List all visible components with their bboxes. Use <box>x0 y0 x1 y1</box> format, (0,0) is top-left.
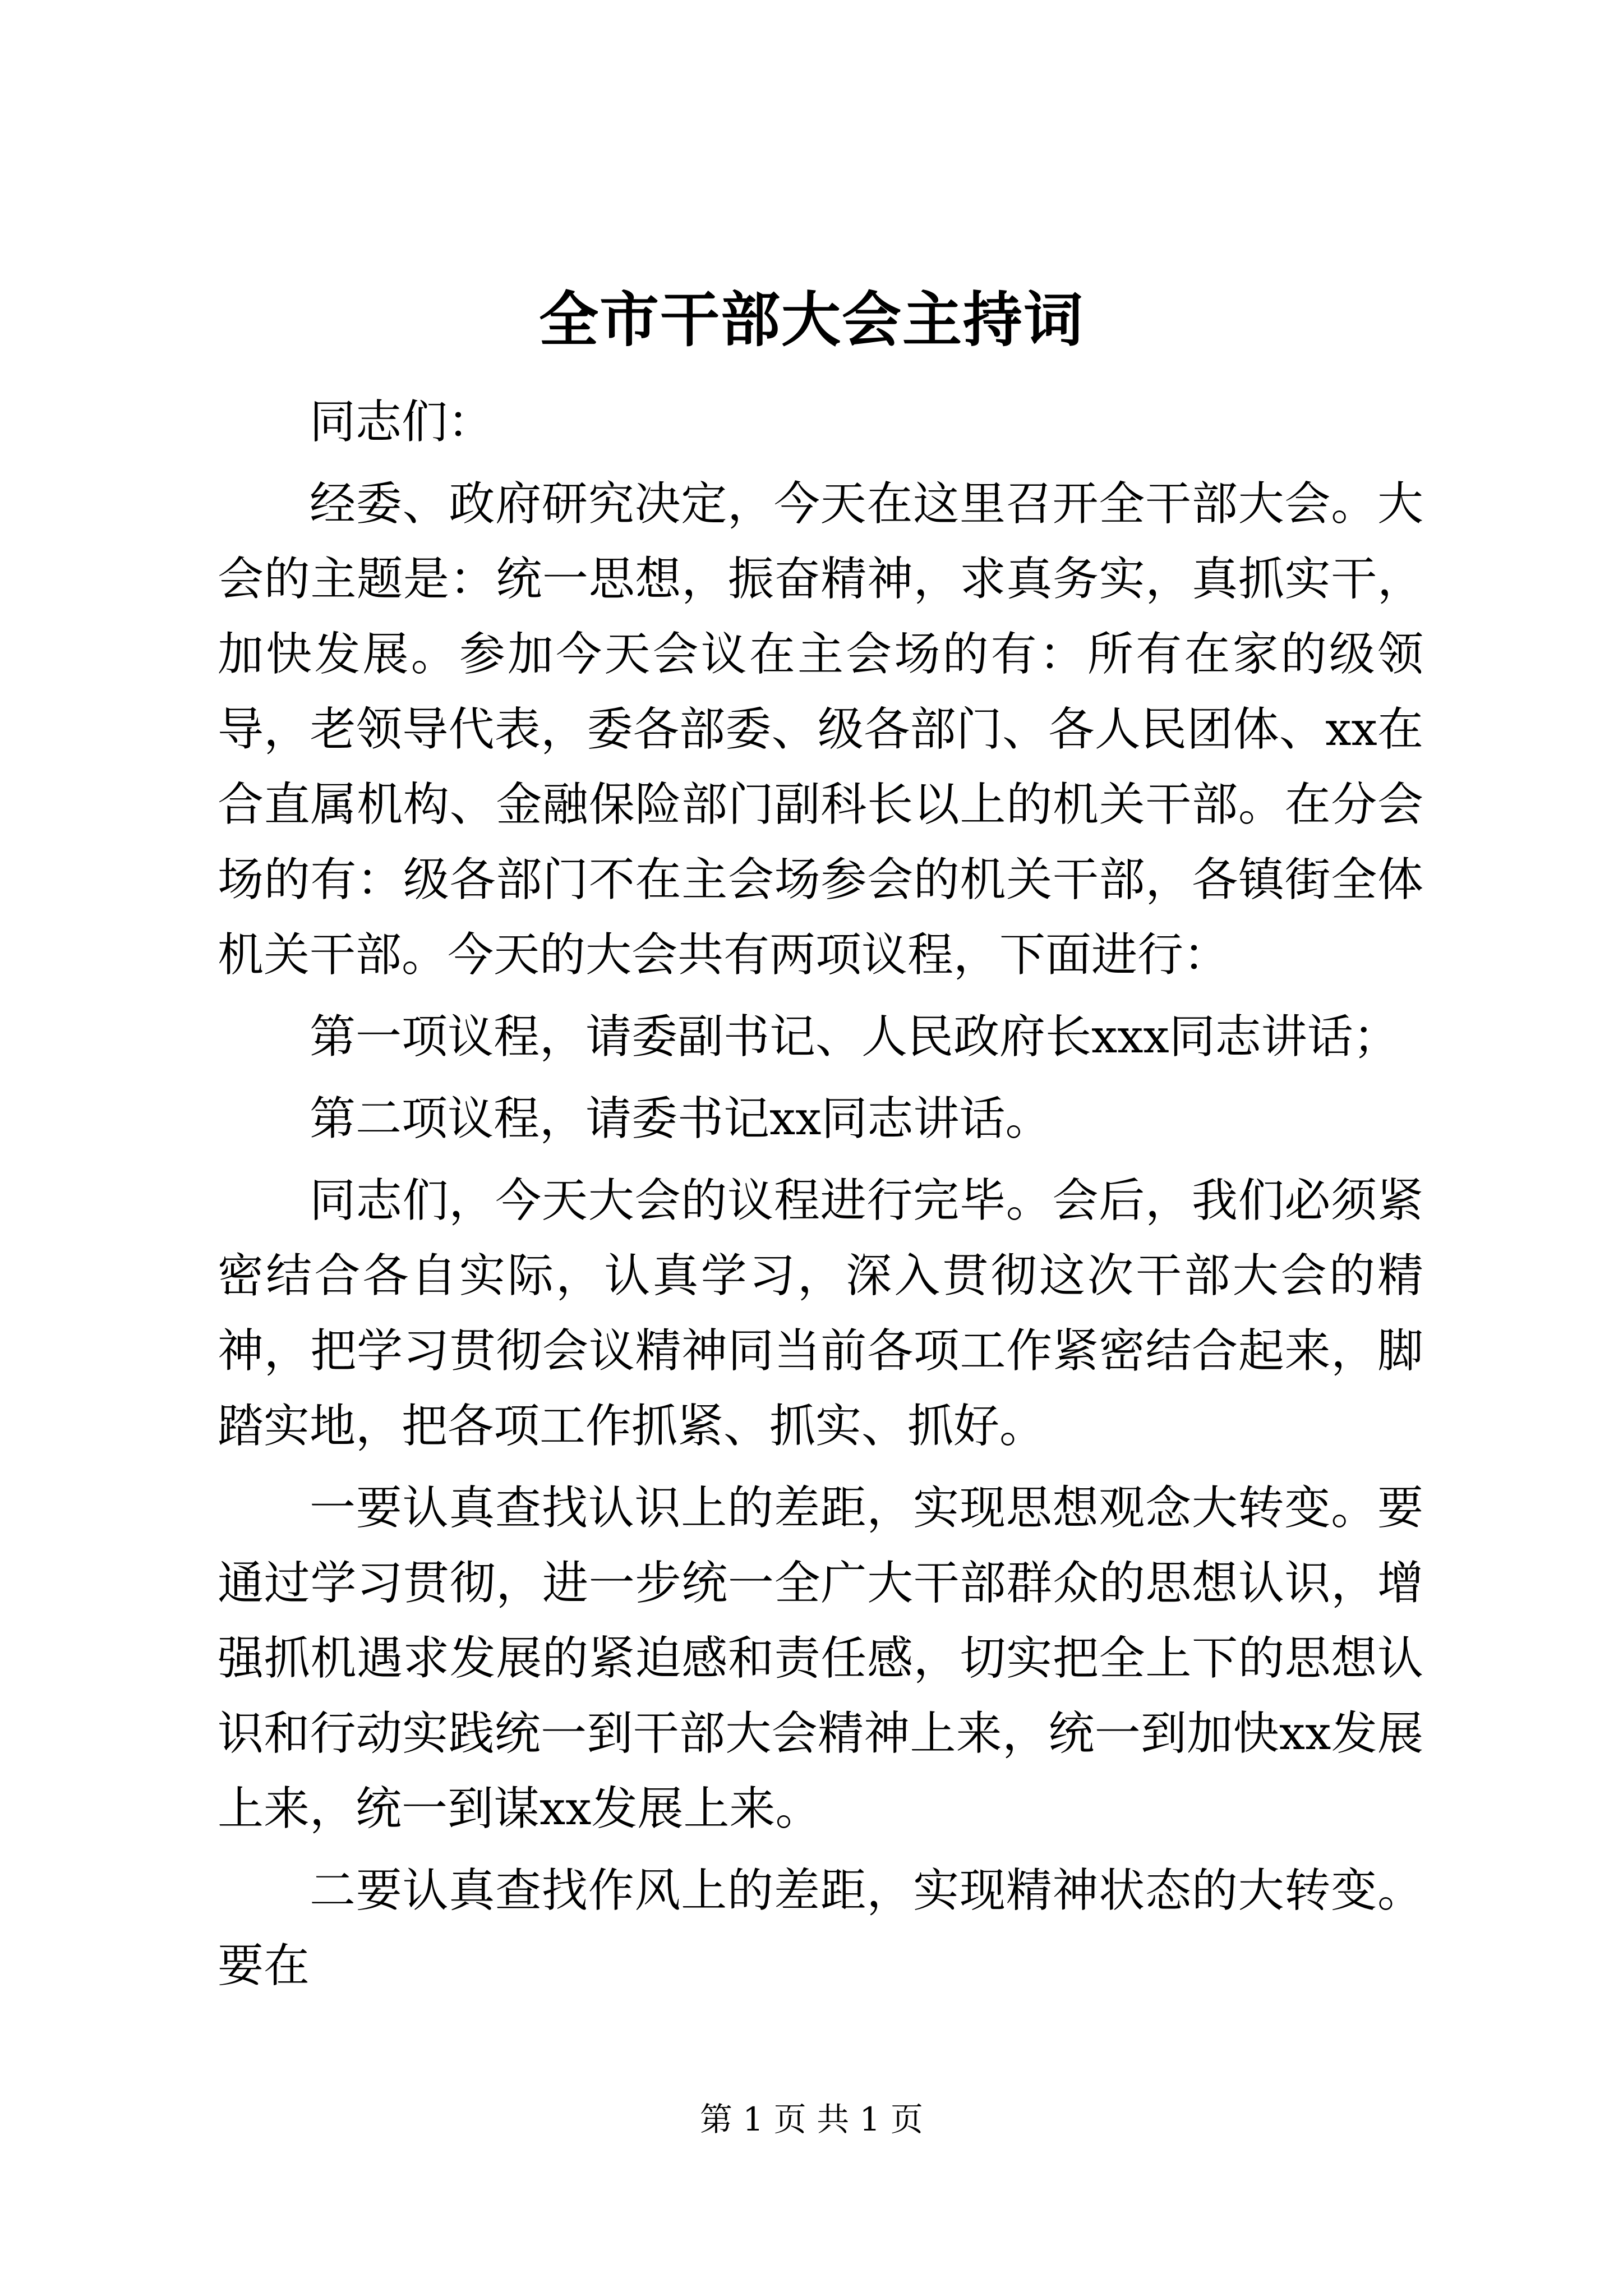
page-number-footer: 第 1 页 共 1 页 <box>700 2100 923 2138</box>
paragraph-agenda-item-2: 第二项议程，请委书记xx同志讲话。 <box>310 1092 1052 1145</box>
document-title: 全市干部大会主持词 <box>539 284 1084 355</box>
paragraph-meeting-intro: 经委、政府研究决定，今天在这里召开全干部大会。大会的主题是：统一思想，振奋精神，求真务实，真抓实干，加快发展。参加今天会议在主会场的有：所有在家的级领导，老领导代表，委各部委、级各部门、各人民团体、xx在合直属机构、金融保险部门副科长以上的机关干部。在分会场的有：级各部门不在主会场参会的机关干部，各镇街全体机关干部。今天的大会共有两项议程，下面进行： <box>218 477 1423 982</box>
paragraph-requirement-2: 二要认真查找作风上的差距，实现精神状态的大转变。要在 <box>218 1864 1423 1993</box>
paragraph-agenda-item-1: 第一项议程，请委副书记、人民政府长xxx同志讲话； <box>310 1010 1399 1064</box>
document-body <box>218 385 1423 2010</box>
paragraph-closing-remarks: 同志们，今天大会的议程进行完毕。会后，我们必须紧密结合各自实际，认真学习，深入贯彻这次干部大会的精神，把学习贯彻会议精神同当前各项工作紧密结合起来，脚踏实地，把各项工作抓紧、抓实、抓好。 <box>218 1174 1423 1453</box>
paragraph-salutation: 同志们： <box>310 395 494 449</box>
paragraph-requirement-1: 一要认真查找认识上的差距，实现思想观念大转变。要通过学习贯彻，进一步统一全广大干部群众的思想认识，增强抓机遇求发展的紧迫感和责任感，切实把全上下的思想认识和行动实践统一到干部大会精神上来，统一到加快xx发展上来，统一到谋xx发展上来。 <box>218 1481 1423 1835</box>
